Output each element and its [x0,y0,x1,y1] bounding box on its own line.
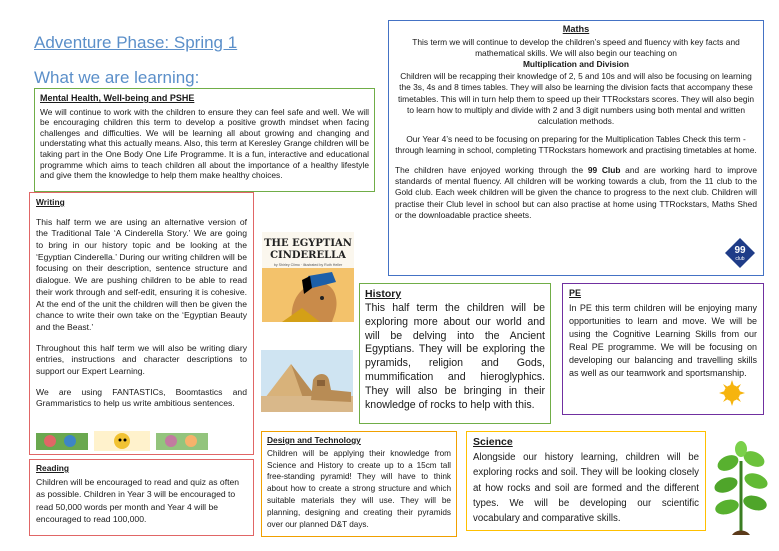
maths-paragraph-1-bold: Multiplication and Division [522,59,630,70]
maths-box [388,20,764,276]
maths-heading: Maths [562,24,590,34]
pe-heading: PE [569,288,582,298]
writing-paragraph-1: This half term we are using an alternative version of the Traditional Tale ‘A Cinderella Story.’ We are going to bring in our history topic and be looking at the ‘Egyptian Cinderella.’ During our writing children will be focusing on their description, sentence structure and dialogue. We are pushing children to be able to read their work through and self-edit, ensuring it is cohesive. At the end of the unit the children will then be given the chance to write their own take on the ‘Egyptian Beauty and the Beast.’ [36,216,247,332]
page-subtitle: What we are learning: [34,68,200,87]
science-box [466,431,706,531]
history-text: This half term the children will be exploring more about our world and will be delving into the Ancient Egyptians. They will be exploring the pyramids, religion and Gods, mummification and hieroglyphics. They will also be bringing in their knowledge of rocks to help with this. [365,302,545,411]
reading-heading: Reading [36,463,70,473]
pe-box [562,283,764,415]
history-box [359,283,551,424]
dt-text: Children will be applying their knowledge from Science and History to create up to a 15cm tall free-standing pyramid! They will have to think about how to create a strong structure and which suitable materials they will use. They will be planning, designing and creating their pyramids over our planned D&T days. [267,448,451,530]
pe-text: In PE this term children will be enjoying many opportunities to learn and move. We will be using the Cognitive Learning Skills from our Real PE programme. We will be focusing on developing our balancing and travelling skills as well as our teamwork and sportsmanship. [569,302,757,378]
science-heading: Science [473,436,513,448]
maths-paragraph-4-end: and are working hard to improve standards of mental fluency. All children will be working towards a club, from the 11 club to the Gold club. Each week children will be given the chance to progress to the next club. Children will practise their Club level in school but can also practise at home using TTRockstars, Maths Shed or the downloadable practice sheets. [395,164,758,221]
plant-sprout-image [712,441,770,535]
writing-heading: Writing [36,197,65,207]
sun-icon [719,380,745,406]
egyptian-cinderella-book-image [262,232,354,322]
99-club-label: 99 Club [587,164,621,175]
writing-paragraph-3: We are using FANTASTICs, Boomtastics and Grammaristics to help us write ambitious sentences. [36,386,247,409]
writing-paragraph-2: Throughout this half term we will also be writing diary entries, instructions and character descriptions to support our Expert Learning. [36,342,247,377]
badge-word: club [735,256,745,262]
maths-paragraph-4 [395,165,757,222]
sphinx-pyramids-image [261,350,353,412]
science-text: Alongside our history learning, children will be exploring rocks and soil. They will be looking closely at how rocks and soil are formed and the different types. We will be developing our scientific vocabulary and comparative skills. [473,452,699,525]
book-title-line-1: THE EGYPTIAN [264,238,352,249]
page-title: Adventure Phase: Spring 1 [34,33,238,52]
maths-paragraph-4-start: The children have enjoyed working through the [395,164,588,175]
badge-number: 99 [734,245,746,256]
design-technology-box [261,431,457,537]
fantastics-cartoon-image [36,431,208,451]
mental-health-box [34,88,375,192]
maths-paragraph-3: Our Year 4’s need to be focusing on preparing for the Multiplication Tables Check this term - through learning in school, completing TTRockstars homework and practising timetables at home. [395,133,757,156]
maths-paragraph-2: Children will be recapping their knowledge of 2, 5 and 10s and will also be focusing on learning the 3s, 4s and 8 times tables. They will also be learning the division facts that accompany these timetables. This will in turn help them to speed up their TTRockstars scores. They will also begin to learn how to multiply and divide with 2 and 3 digit numbers using both mental and written calculation methods. [397,70,755,127]
book-title-line-2: CINDERELLA [270,250,346,261]
maths-paragraph-1: This term we will continue to develop the children’s speed and fluency with key facts and mathematical skills. We will also begin our teaching on [412,36,740,58]
mental-health-text: We will continue to work with the children to ensure they can feel safe and well. We will be encouraging children this term to develop a positive growth mindset when facing challenges and difficulties. We will be learning all about growing and changing and understating what this actually means. Also, this term at Keresley Grange children will be taking part in the One Body One Life Programme. It is a fun, interactive and educational programme which aims to teach children all about the importance of a healthy lifestyle and give them the knowledge to help them make healthy choices. [40,106,369,181]
99-club-badge-icon [724,237,756,269]
dt-heading: Design and Technology [267,435,361,445]
reading-box [29,459,254,536]
book-author: by Shirley Climo · illustrated by Ruth Heller [273,263,343,267]
mental-health-heading: Mental Health, Well-being and PSHE [40,93,195,103]
history-heading: History [365,288,402,300]
reading-text: Children will be encouraged to read and quiz as often as possible. Children in Year 3 will be encouraged to read 50,000 words per month and Year 4 will be encouraged to read 100,000. [36,476,240,525]
writing-box [29,192,254,455]
